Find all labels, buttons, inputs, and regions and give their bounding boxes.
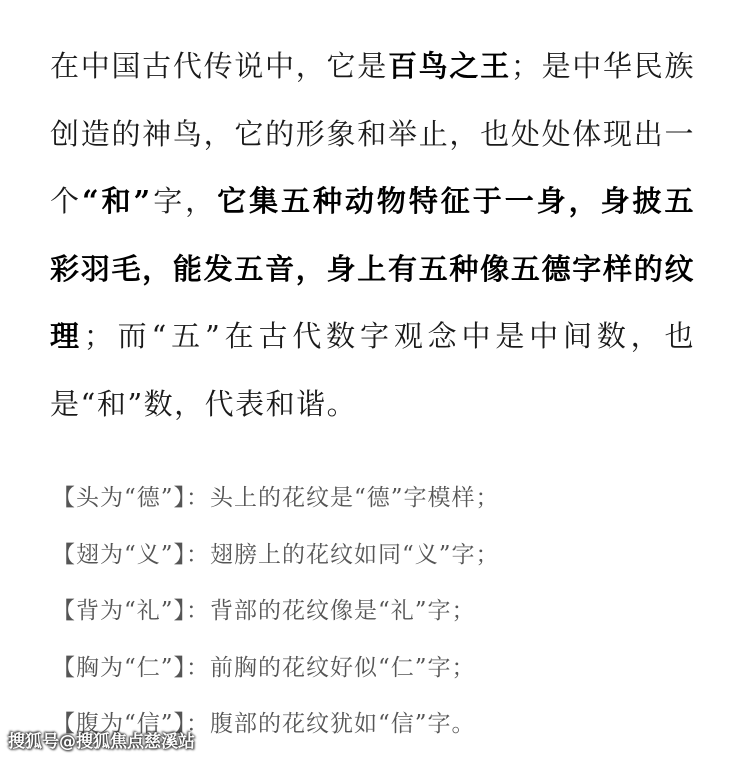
list-item-chest: 【胸为“仁”】：前胸的花纹好似“仁”字； (52, 654, 476, 681)
paragraph-text-3: 字， (151, 184, 218, 218)
list-item-belly: 【腹为“信”】：腹部的花纹犹如“信”字。 (52, 711, 476, 737)
list-item-head: 【头为“德”】：头上的花纹是“德”字模样； (52, 485, 500, 511)
paragraph-bold-2: “和” (81, 184, 152, 218)
paragraph-text-1: 在中国古代传说中，它是 (50, 49, 388, 83)
paragraph-bold-1: 百鸟之王 (387, 49, 511, 83)
main-paragraph (50, 33, 695, 438)
paragraph-text-2: ；是中华民族创造的神鸟，它的形象和举止，也处处体现出一个 (50, 49, 695, 218)
list-item-back: 【背为“礼”】：背部的花纹像是“礼”字； (52, 598, 476, 624)
paragraph-bold-3: 它集五种动物特征于一身，身披五彩羽毛，能发五音，身上有五种像五德字样的纹理 (50, 184, 695, 353)
list-item-wing: 【翅为“义”】：翅膀上的花纹如同“义”字； (52, 541, 500, 568)
paragraph-text-4: ；而“五”在古代数字观念中是中间数，也是“和”数，代表和谐。 (50, 319, 695, 421)
feature-list (52, 470, 500, 753)
watermark: 搜狐号@搜狐焦点慈溪站 (8, 732, 195, 752)
